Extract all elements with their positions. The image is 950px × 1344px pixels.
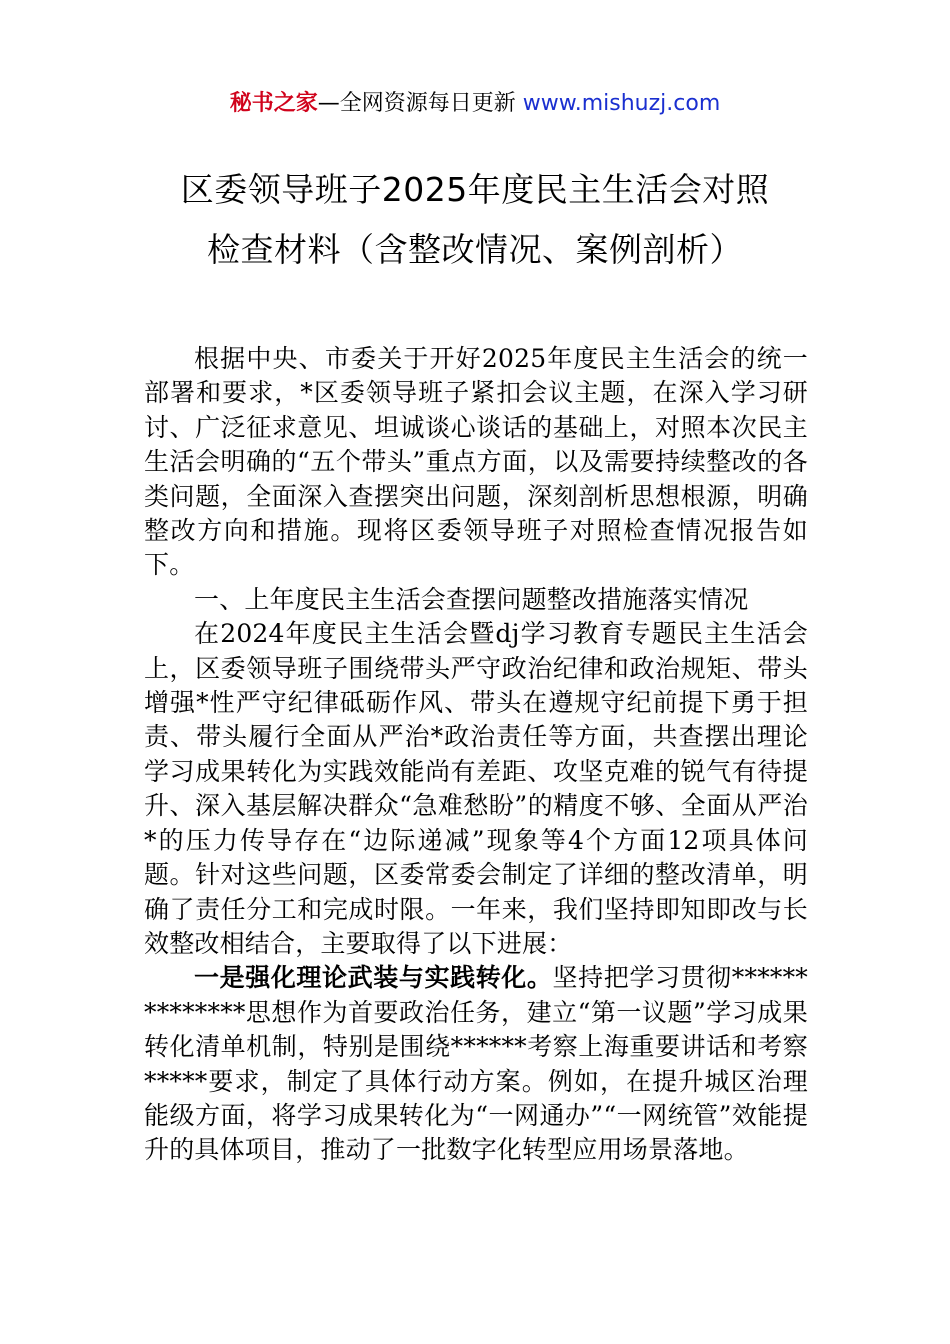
paragraph-previous-rectification: 在2024年度民主生活会暨dj学习教育专题民主生活会上，区委领导班子围绕带头严守政治纪律和政治规矩、带头增强*性严守纪律砥砺作风、带头在遵规守纪前提下勇于担责、带头履行全面从严治*政治责任等方面，共查摆出理论学习成果转化为实践效能尚有差距、攻坚克难的锐气有待提升、深入基层解决群众“急难愁盼”的精度不够、全面从严治*的压力传导存在“边际递减”现象等4个方面12项具体问题。针对这些问题，区委常委会制定了详细的整改清单，明确了责任分工和完成时限。一年来，我们坚持即知即改与长效整改相结合，主要取得了以下进展： [144,619,808,958]
section-heading-1: 一、上年度民主生活会查摆问题整改措施落实情况 [194,584,749,614]
document-title [100,160,850,280]
paragraph-intro: 根据中央、市委关于开好2025年度民主生活会的统一部署和要求，*区委领导班子紧扣会议主题，在深入学习研讨、广泛征求意见、坦诚谈心谈话的基础上，对照本次民主生活会明确的“五个带头”重点方面，以及需要持续整改的各类问题，全面深入查摆突出问题，深刻剖析思想根源，明确整改方向和措施。现将区委领导班子对照检查情况报告如下。 [144,344,808,580]
header-slogan: —全网资源每日更新 [317,91,523,116]
title-line-1: 区委领导班子2025年度民主生活会对照 [180,170,770,209]
site-url-link[interactable]: www.mishuzj.com [522,91,721,116]
paragraph-progress-1 [144,961,808,1167]
document-body [144,342,808,1168]
site-header [0,86,950,122]
paragraph-progress-1-text: 坚持把学习贯彻**************思想作为首要政治任务，建立“第一议题”学习成果转化清单机制，特别是围绕******考察上海重要讲话和考察*****要求，制定了具体行动方案。例如，在提升城区治理能级方面，将学习成果转化为“一网通办”“一网统管”效能提升的具体项目，推动了一批数字化转型应用场景落地。 [144,963,808,1165]
paragraph-lead: 一是强化理论武装与实践转化。 [194,963,553,993]
title-line-2: 检查材料（含整改情况、案例剖析） [207,230,743,269]
brand-name: 秘书之家 [229,91,318,116]
